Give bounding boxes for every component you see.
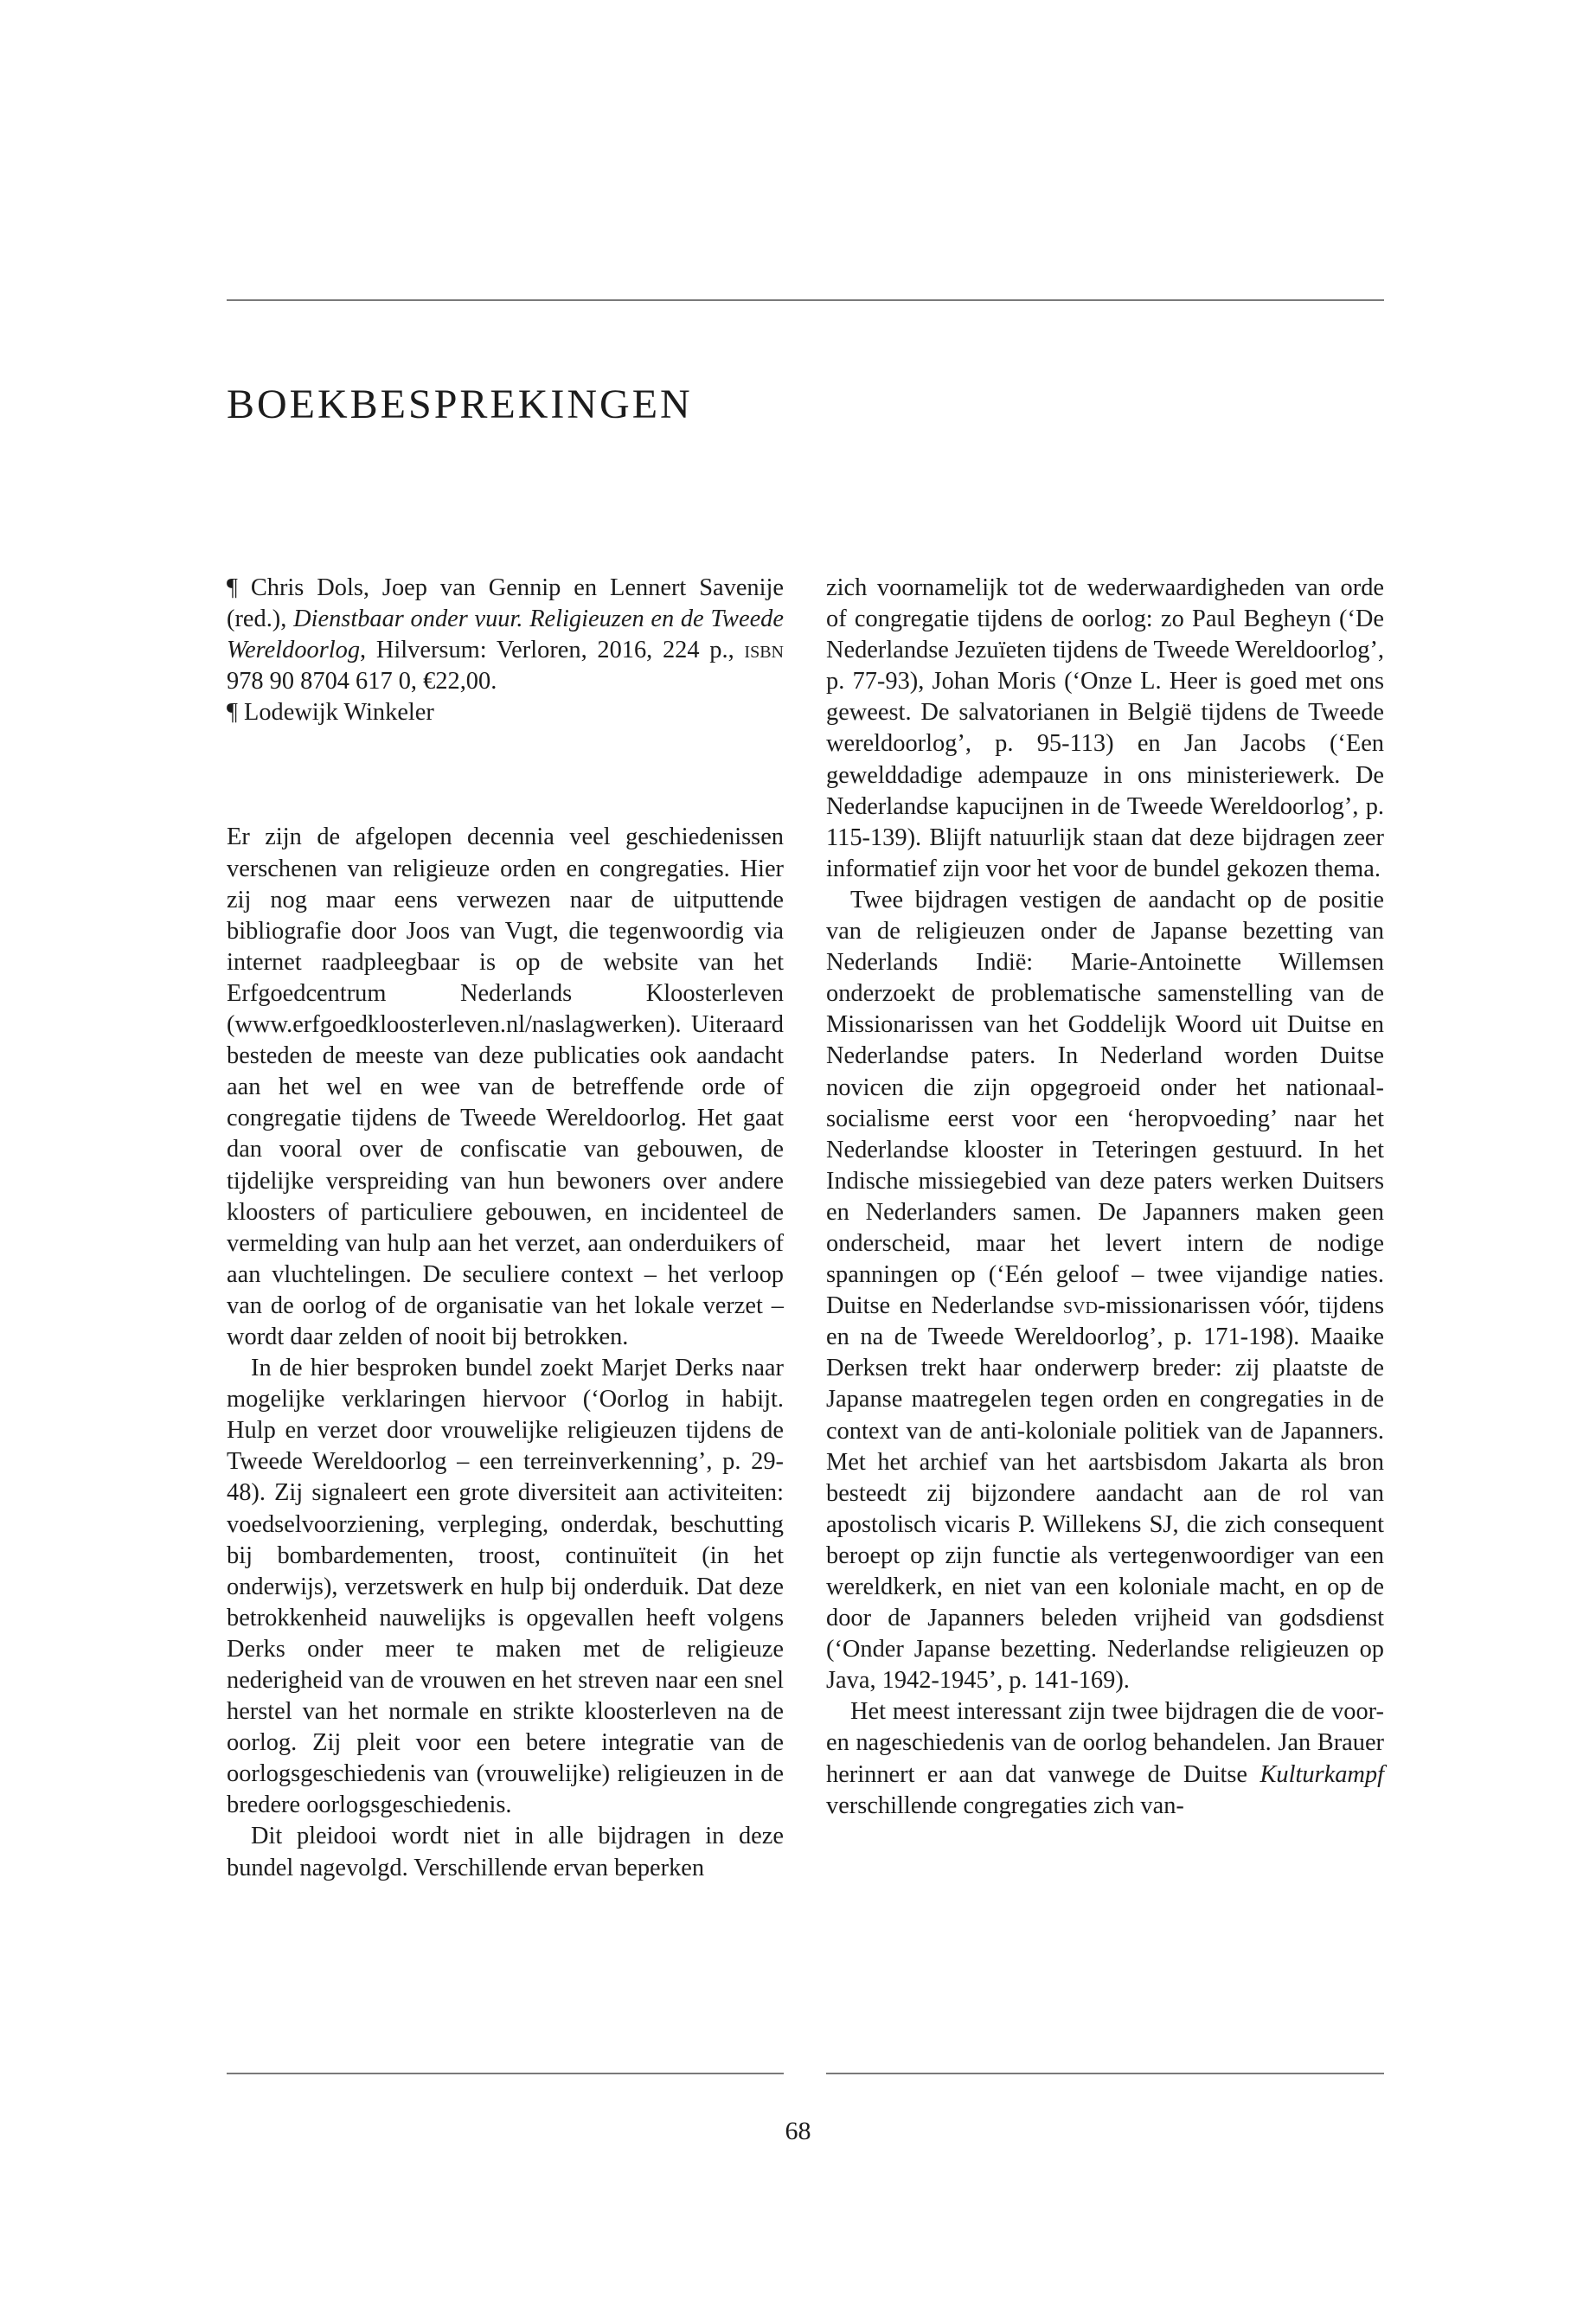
page-number: 68	[785, 2117, 811, 2145]
bottom-rule-right	[826, 2073, 1384, 2074]
reviewer-line	[227, 697, 784, 728]
book-title: Dienstbaar onder vuur. Religieuzen en de Tweede Wereldoorlog	[227, 606, 784, 664]
svd-abbreviation: svd	[1062, 1292, 1098, 1320]
book-reference	[227, 573, 784, 697]
isbn-label: isbn	[744, 637, 784, 664]
paragraph-1: Er zijn de afgelopen decennia veel geschiedenissen verschenen van religieuze orden en congregaties. Hier zij nog maar eens verwezen naar de uitputtende bibliografie door Joos van Vugt, die tegenwoordig via internet raadpleegbaar is op de website van het Erfgoedcentrum Nederlands Kloosterleven (www.erfgoedkloosterleven.nl/naslagwerken). Uiteraard besteden de meeste van deze publicaties ook aandacht aan het wel en wee van de betreffende orde of congregatie tijdens de Tweede Wereldoorlog. Het gaat dan vooral over de confiscatie van gebouwen, de tijdelijke verspreiding van hun bewoners over andere kloosters of particuliere gebouwen, en incidenteel de vermelding van hulp aan het verzet, aan onderduikers of aan vluchtelingen. De seculiere context – het verloop van de oorlog of de organisatie van het lokale verzet – wordt daar zelden of nooit bij betrokken.	[227, 824, 784, 1350]
paragraph-3-continued: zich voornamelijk tot de wederwaardigheden van orde of congregatie tijdens de oorlog: zo Paul Begheyn (‘De Nederlandse Jezuïeten tijdens de Tweede Wereldoorlog’, p. 77-93), Johan Moris (‘Onze L. Heer is goed met ons geweest. De salvatorianen in België tijdens de Tweede wereldoorlog’, p. 95-113) en Jan Jacobs (‘Een gewelddadige adempauze in ons ministeriewerk. De Nederlandse kapucijnen in de Tweede Wereldoorlog’, p. 115-139). Blijft natuurlijk staan dat deze bijdragen zeer informatief zijn voor het voor de bundel gekozen thema.	[826, 574, 1384, 882]
left-column	[227, 573, 784, 1884]
bottom-rule-left	[227, 2073, 784, 2074]
book-authors: Chris Dols, Joep van Gennip en Lennert Savenije (red.),	[227, 574, 784, 633]
section-title: BOEKBESPREKINGEN	[227, 381, 693, 427]
paragraph-5	[826, 1696, 1384, 1821]
book-isbn: 978 90 8704 617 0, €22,00.	[227, 668, 497, 695]
paragraph-2: In de hier besproken bundel zoekt Marjet Derks naar mogelijke verklaringen hiervoor (‘Oorlog in habijt. Hulp en verzet door vrouwelijke religieuzen tijdens de Tweede Wereldoorlog – een terreinverkenning’, p. 29-48). Zij signaleert een grote diversiteit aan activiteiten: voedselvoorziening, verpleging, onderdak, beschutting bij bombardementen, troost, continuïteit (in het onderwijs), verzetswerk en hulp bij onderduik. Dat deze betrokkenheid nauwelijks is opgevallen heeft volgens Derks onder meer te maken met de religieuze nederigheid van de vrouwen en het streven naar een snel herstel van het normale en strikte kloosterleven na de oorlog. Zij pleit voor een betere integratie van de oorlogsgeschiedenis van (vrouwelijke) religieuzen in de bredere oorlogsgeschiedenis.	[227, 1355, 784, 1819]
right-column	[826, 573, 1384, 1822]
paragraph-4-text-cont: -missionarissen vóór, tijdens en na de Tweede Wereldoorlog’, p. 171-198). Maaike Derksen trekt haar onderwerp breder: zij plaatste de Japanse maatregelen tegen orden en congregaties in de context van de anti-koloniale politiek van de Japanners. Met het archief van het aartsbisdom Jakarta als bron besteedt zij bijzondere aandacht aan de rol van apostolisch vicaris P. Willekens SJ, die zich consequent beroept op zijn functie als vertegenwoordiger van een wereldkerk, en niet van een koloniale macht, en op de door de Japanners beleden vrijheid van godsdienst (‘Onder Japanse bezetting. Nederlandse religieuzen op Java, 1942-1945’, p. 141-169).	[826, 1292, 1384, 1695]
kulturkampf-term: Kulturkampf	[1259, 1760, 1384, 1788]
pilcrow-icon: ¶	[227, 574, 238, 601]
reviewer-name: Lodewijk Winkeler	[243, 699, 434, 727]
top-rule	[227, 299, 1384, 301]
book-publication: , Hilversum: Verloren, 2016, 224 p.,	[360, 637, 745, 664]
paragraph-3: Dit pleidooi wordt niet in alle bijdragen in deze bundel nagevolgd. Verschillende ervan beperken	[227, 1823, 784, 1881]
paragraph-4	[826, 885, 1384, 1696]
pilcrow-icon: ¶	[227, 699, 238, 727]
paragraph-5-text-cont: verschillende congregaties zich van-	[826, 1791, 1184, 1819]
paragraph-5-text: Het meest interessant zijn twee bijdragen die de voor- en nageschiedenis van de oorlog behandelen. Jan Brauer herinnert er aan dat vanwege de Duitse	[826, 1698, 1384, 1788]
paragraph-4-text: Twee bijdragen vestigen de aandacht op de positie van de religieuzen onder de Japanse bezetting van Nederlands Indië: Marie-Antoinette Willemsen onderzoekt de problematische samenstelling van de Missionarissen van het Goddelijk Woord uit Duitse en Nederlandse paters. In Nederland worden Duitse novicen die zijn opgegroeid onder het nationaal-socialisme eerst voor een ‘heropvoeding’ naar het Nederlandse klooster in Teteringen gestuurd. In het Indische missiegebied van deze paters werken Duitsers en Nederlanders samen. De Japanners maken geen onderscheid, maar het levert intern de nodige spanningen op (‘Eén geloof – twee vijandige naties. Duitse en Nederlandse	[826, 886, 1384, 1320]
